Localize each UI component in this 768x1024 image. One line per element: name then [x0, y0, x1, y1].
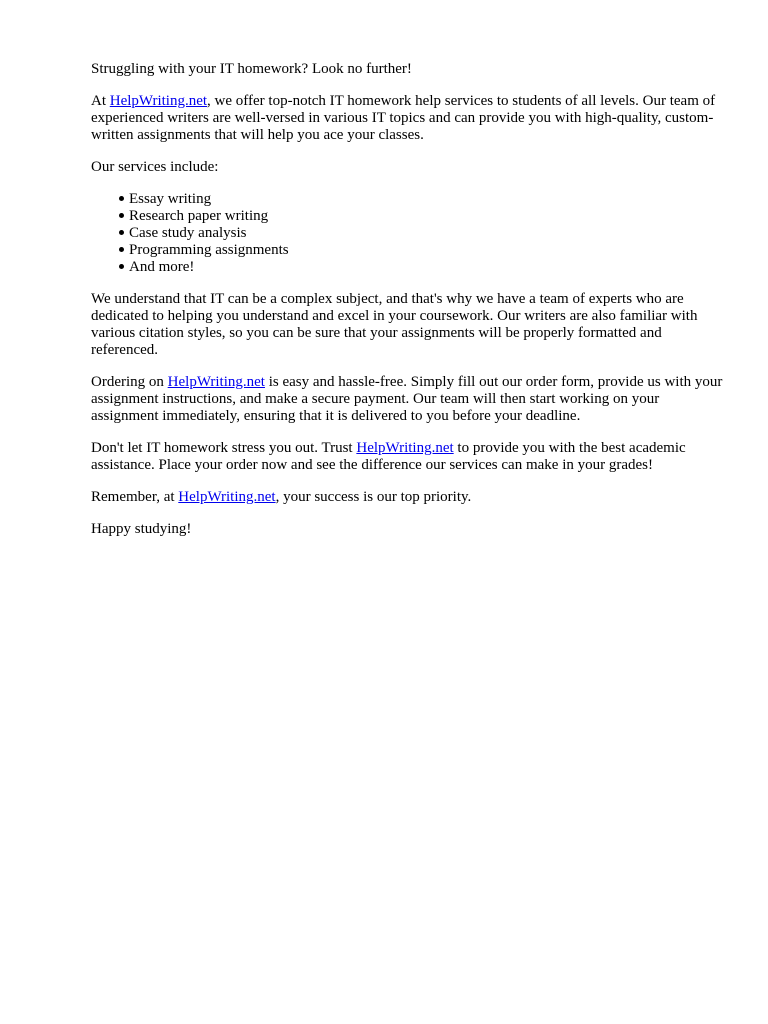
- paragraph-trust: [91, 440, 723, 474]
- services-list: [91, 191, 723, 276]
- paragraph-remember-pre: Remember, at: [91, 489, 179, 505]
- helpwriting-link[interactable]: HelpWriting.net: [167, 374, 265, 390]
- intro-paragraph: Struggling with your IT homework? Look no further!: [91, 61, 412, 77]
- list-item-label: And more!: [129, 259, 195, 275]
- helpwriting-link[interactable]: HelpWriting.net: [109, 93, 208, 109]
- list-item: [119, 259, 723, 276]
- bullet-icon: [119, 213, 124, 218]
- bullet-icon: [119, 247, 124, 252]
- list-item: [119, 242, 723, 259]
- helpwriting-link[interactable]: HelpWriting.net: [356, 440, 454, 456]
- paragraph-ordering-post: is easy and hassle-free. Simply fill out our order form, provide us with your assignment instructions, and make a secure payment. Our team will then start working on your assignment immediately, ensuring that it is delivered to you before your deadline.: [91, 374, 723, 424]
- list-item-label: Case study analysis: [129, 225, 247, 241]
- list-item-label: Programming assignments: [129, 242, 289, 258]
- list-item-label: Research paper writing: [129, 208, 269, 224]
- paragraph-trust-pre: Don't let IT homework stress you out. Trust: [91, 440, 357, 456]
- paragraph-ordering-pre: Ordering on: [91, 374, 168, 390]
- paragraph-ordering: [91, 374, 723, 425]
- paragraph-trust-post: to provide you with the best academic assistance. Place your order now and see the difference our services can make in your grades!: [91, 440, 686, 473]
- bullet-icon: [119, 230, 124, 235]
- helpwriting-link[interactable]: HelpWriting.net: [178, 489, 276, 505]
- paragraph-remember-post: , your success is our top priority.: [275, 489, 472, 505]
- list-item: [119, 191, 723, 208]
- paragraph-remember: [91, 489, 723, 506]
- list-item: [119, 208, 723, 225]
- bullet-icon: [119, 196, 124, 201]
- list-item: [119, 225, 723, 242]
- paragraph-about-post: , we offer top-notch IT homework help services to students of all levels. Our team of experienced writers are well-versed in various IT topics and can provide you with high-quality, custom-written assignments that will help you ace your classes.: [91, 93, 716, 143]
- paragraph-about-pre: At: [91, 93, 110, 109]
- paragraph-experts: We understand that IT can be a complex subject, and that's why we have a team of experts who are dedicated to helping you understand and excel in your coursework. Our writers are also familiar with various citation styles, so you can be sure that your assignments will be properly formatted and referenced.: [91, 291, 698, 358]
- list-item-label: Essay writing: [129, 191, 212, 207]
- paragraph-about: [91, 93, 723, 144]
- services-heading: Our services include:: [91, 159, 219, 175]
- document-body: [91, 61, 723, 553]
- bullet-icon: [119, 264, 124, 269]
- closing-line: Happy studying!: [91, 521, 192, 537]
